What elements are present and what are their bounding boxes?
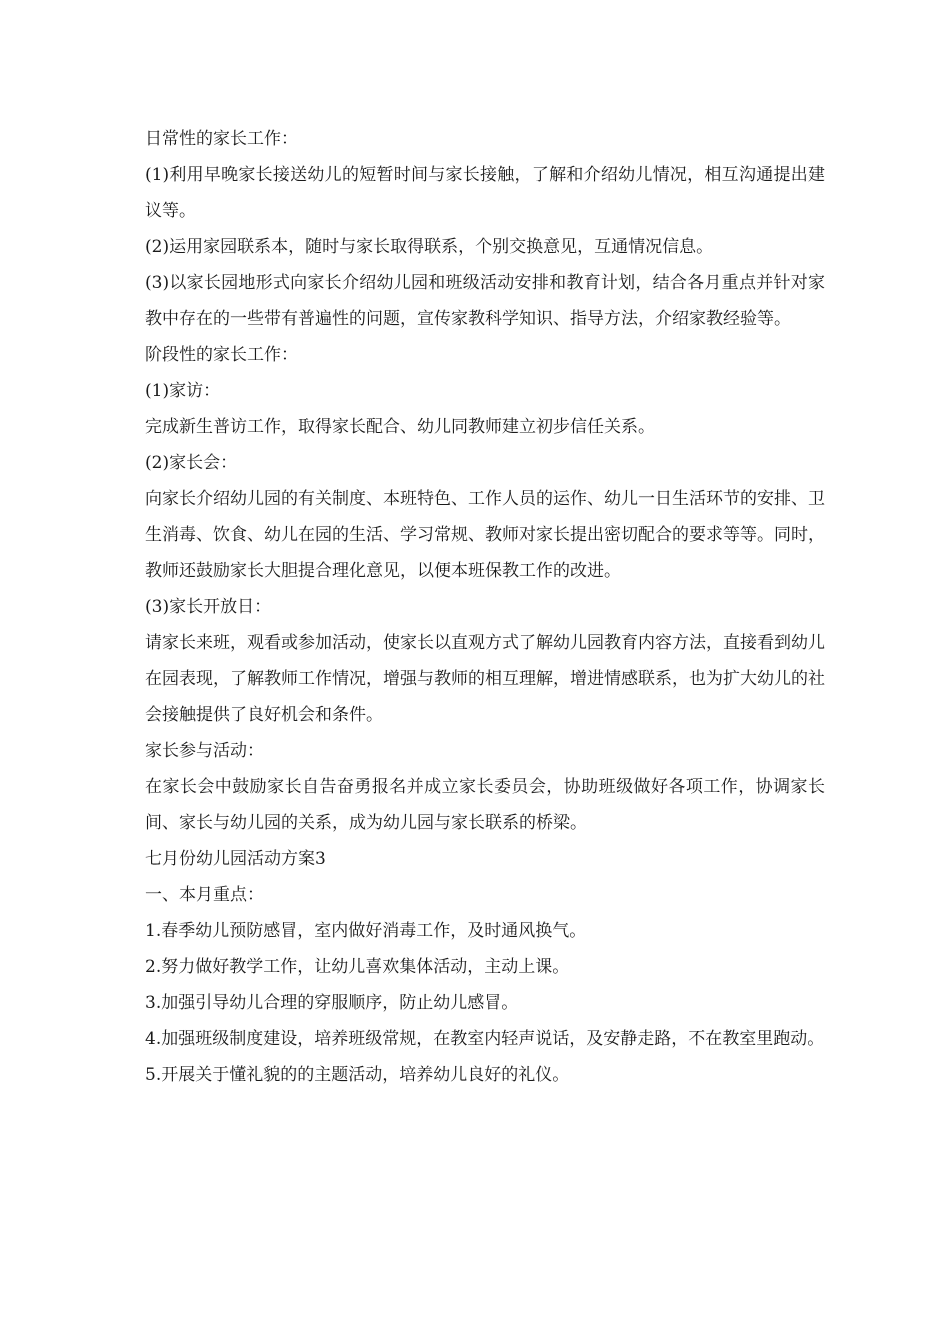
paragraph-parent-meeting-heading: (2)家长会： xyxy=(145,453,238,473)
paragraph-focus-item-1: 1.春季幼儿预防感冒，室内做好消毒工作，及时通风换气。 xyxy=(145,921,587,941)
paragraph-focus-item-4: 4.加强班级制度建设，培养班级常规，在教室内轻声说话，及安静走路，不在教室里跑动。 xyxy=(145,1029,825,1049)
paragraph-open-day-heading: (3)家长开放日： xyxy=(145,597,272,617)
paragraph-daily-work-heading: 日常性的家长工作： xyxy=(145,129,298,149)
paragraph-participation-body: 在家长会中鼓励家长自告奋勇报名并成立家长委员会，协助班级做好各项工作，协调家长间、家长与幼儿园的关系，成为幼儿园与家长联系的桥梁。 xyxy=(145,777,825,833)
paragraph-focus-item-2: 2.努力做好教学工作，让幼儿喜欢集体活动，主动上课。 xyxy=(145,957,570,977)
paragraph-home-visit-heading: (1)家访： xyxy=(145,381,221,401)
paragraph-daily-item-3: (3)以家长园地形式向家长介绍幼儿园和班级活动安排和教育计划，结合各月重点并针对家教中存在的一些带有普遍性的问题，宣传家教科学知识、指导方法，介绍家教经验等。 xyxy=(145,273,825,329)
paragraph-home-visit-body: 完成新生普访工作，取得家长配合、幼儿同教师建立初步信任关系。 xyxy=(145,417,655,437)
paragraph-plan-title: 七月份幼儿园活动方案3 xyxy=(145,849,326,869)
document-body xyxy=(145,121,825,1093)
paragraph-focus-item-3: 3.加强引导幼儿合理的穿服顺序，防止幼儿感冒。 xyxy=(145,993,519,1013)
paragraph-focus-item-5: 5.开展关于懂礼貌的的主题活动，培养幼儿良好的礼仪。 xyxy=(145,1065,570,1085)
paragraph-participation-heading: 家长参与活动： xyxy=(145,741,264,761)
paragraph-daily-item-1: (1)利用早晚家长接送幼儿的短暂时间与家长接触，了解和介绍幼儿情况，相互沟通提出建议等。 xyxy=(145,165,825,221)
paragraph-stage-work-heading: 阶段性的家长工作： xyxy=(145,345,298,365)
paragraph-month-focus-heading: 一、本月重点： xyxy=(145,885,264,905)
paragraph-parent-meeting-body: 向家长介绍幼儿园的有关制度、本班特色、工作人员的运作、幼儿一日生活环节的安排、卫生消毒、饮食、幼儿在园的生活、学习常规、教师对家长提出密切配合的要求等等。同时，教师还鼓励家长大胆提合理化意见，以便本班保教工作的改进。 xyxy=(145,489,825,581)
paragraph-open-day-body: 请家长来班，观看或参加活动，使家长以直观方式了解幼儿园教育内容方法，直接看到幼儿在园表现，了解教师工作情况，增强与教师的相互理解，增进情感联系，也为扩大幼儿的社会接触提供了良好机会和条件。 xyxy=(145,633,825,725)
paragraph-daily-item-2: (2)运用家园联系本，随时与家长取得联系，个别交换意见，互通情况信息。 xyxy=(145,237,714,257)
